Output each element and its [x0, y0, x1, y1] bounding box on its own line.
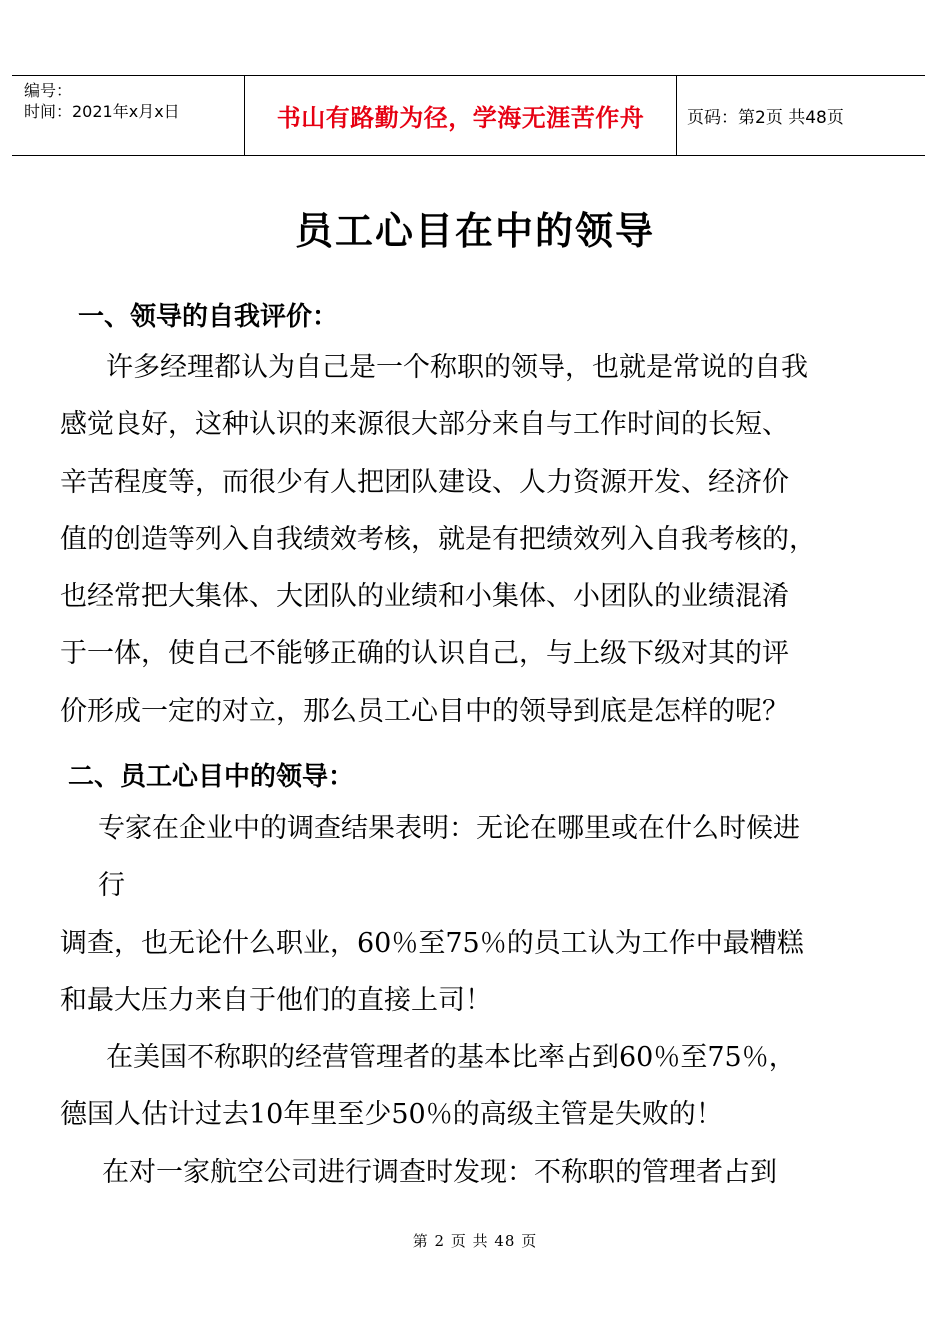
- time-label: 时间：2021年x月x日: [24, 102, 180, 121]
- section-heading-self-evaluation: 一、领导的自我评价：: [78, 302, 339, 332]
- section-heading-employee-view: 二、员工心目中的领导：: [68, 762, 355, 792]
- text-line: 也经常把大集体、大团队的业绩和小集体、小团队的业绩混淆: [60, 581, 789, 613]
- text-line: 许多经理都认为自己是一个称职的领导，也就是常说的自我: [106, 352, 808, 383]
- page-info: 页码：第2页 共48页: [687, 108, 844, 128]
- text-line: 在美国不称职的经营管理者的基本比率占到60％至75％，: [106, 1042, 796, 1074]
- motto-text: 书山有路勤为径，学海无涯苦作舟: [276, 104, 645, 132]
- header-page-cell: [677, 76, 925, 155]
- text-line: 德国人估计过去10年里至少50％的高级主管是失败的！: [60, 1099, 723, 1131]
- text-line: 感觉良好，这种认识的来源很大部分来自与工作时间的长短、: [60, 409, 789, 441]
- text-line: 专家在企业中的调查结果表明：无论在哪里或在什么时候进: [98, 813, 800, 844]
- header-table: [12, 75, 925, 156]
- section-body-self-evaluation: [60, 339, 902, 740]
- text-line: 调查，也无论什么职业，60％至75％的员工认为工作中最糟糕: [60, 927, 804, 959]
- text-line: 辛苦程度等，而很少有人把团队建设、人力资源开发、经济价: [60, 466, 789, 498]
- text-line: 价形成一定的对立，那么员工心目中的领导到底是怎样的呢？: [60, 695, 789, 727]
- text-line: 行: [98, 870, 125, 902]
- text-line: 在对一家航空公司进行调查时发现：不称职的管理者占到: [102, 1156, 777, 1188]
- section-body-employee-view: [60, 800, 902, 1201]
- text-line: 值的创造等列入自我绩效考核，就是有把绩效列入自我考核的，: [60, 523, 816, 555]
- header-meta-cell: [12, 76, 245, 155]
- header-motto-cell: [245, 76, 677, 155]
- document-title: 员工心目在中的领导: [294, 209, 655, 253]
- number-label: 编号：: [24, 81, 73, 100]
- page-footer: 第 2 页 共 48 页: [412, 1232, 538, 1250]
- text-line: 于一体，使自己不能够正确的认识自己，与上级下级对其的评: [60, 638, 789, 670]
- text-line: 和最大压力来自于他们的直接上司！: [60, 984, 492, 1016]
